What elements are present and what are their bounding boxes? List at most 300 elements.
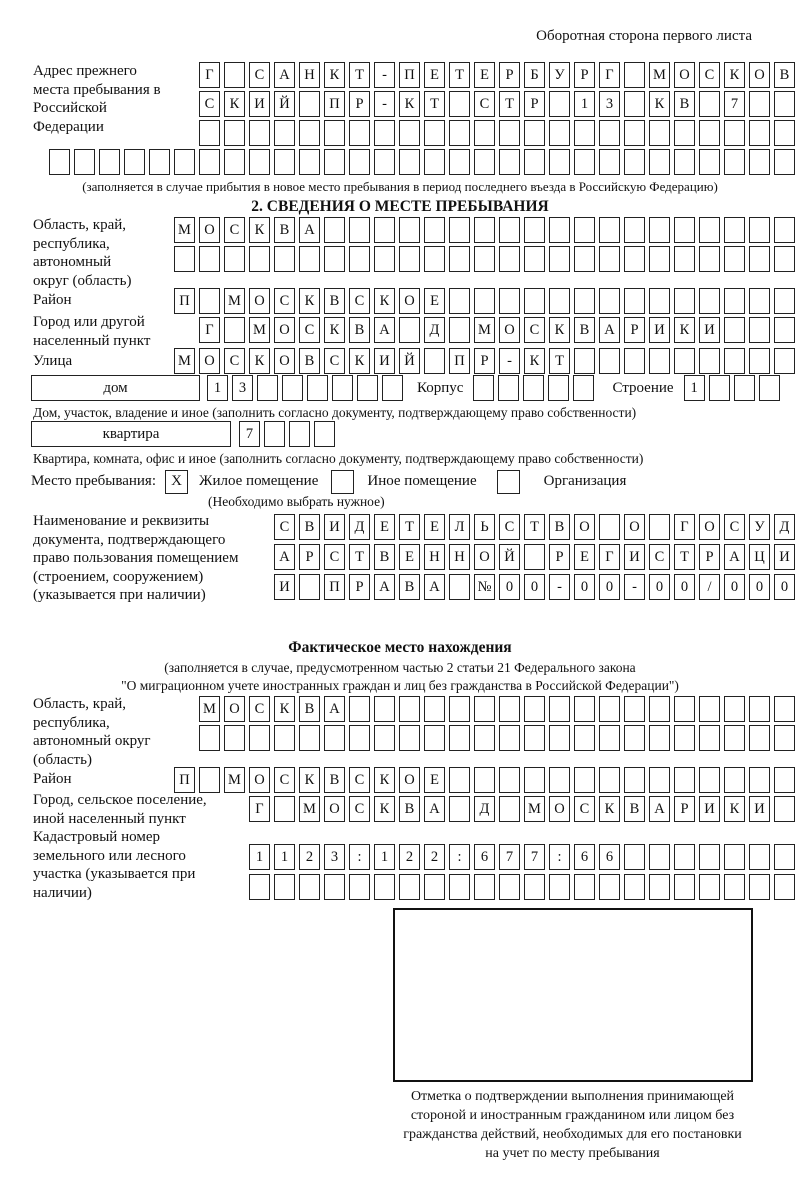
char-box: И: [774, 544, 795, 570]
char-box: [224, 317, 245, 343]
char-box: О: [499, 317, 520, 343]
char-box: [724, 844, 745, 870]
char-box: [274, 725, 295, 751]
char-box: [599, 874, 620, 900]
char-box: [474, 246, 495, 272]
char-box: Е: [399, 544, 420, 570]
char-box: [699, 348, 720, 374]
char-box: [599, 348, 620, 374]
actual-region-row-2: [195, 725, 795, 751]
char-box: [649, 348, 670, 374]
char-box: [524, 149, 545, 175]
char-box: [249, 120, 270, 146]
prev-address-note: (заполняется в случае прибытия в новое место пребывания в период последнего въезда в Российскую Федерацию): [82, 179, 718, 194]
char-box: Д: [424, 317, 445, 343]
char-box: [599, 120, 620, 146]
char-box: [649, 767, 670, 793]
char-box: [524, 544, 545, 570]
char-box: Н: [299, 62, 320, 88]
char-box: [199, 246, 220, 272]
char-box: М: [249, 317, 270, 343]
char-box: [774, 246, 795, 272]
char-box: Й: [499, 544, 520, 570]
char-box: [324, 149, 345, 175]
char-box: [399, 120, 420, 146]
char-box: [624, 91, 645, 117]
char-box: В: [549, 514, 570, 540]
char-box: [374, 149, 395, 175]
char-box: С: [324, 348, 345, 374]
char-box: [624, 696, 645, 722]
char-box: [734, 375, 755, 401]
char-box: [357, 375, 378, 401]
char-box: [374, 725, 395, 751]
char-box: [774, 317, 795, 343]
char-box: К: [374, 288, 395, 314]
char-box: [624, 844, 645, 870]
char-box: [674, 844, 695, 870]
char-box: [649, 288, 670, 314]
char-box: М: [649, 62, 670, 88]
char-box: [599, 246, 620, 272]
char-box: И: [249, 91, 270, 117]
char-box: О: [574, 514, 595, 540]
char-box: Р: [674, 796, 695, 822]
char-box: О: [274, 317, 295, 343]
char-box: [549, 217, 570, 243]
char-box: [99, 149, 120, 175]
actual-location-title: Фактическое место нахождения: [288, 639, 512, 656]
char-box: [724, 120, 745, 146]
char-box: [599, 767, 620, 793]
char-box: [274, 120, 295, 146]
stamp-box: [393, 908, 753, 1082]
char-box: [624, 767, 645, 793]
char-box: [624, 62, 645, 88]
char-box: [774, 91, 795, 117]
char-box: П: [174, 767, 195, 793]
char-box: [624, 120, 645, 146]
char-box: А: [374, 574, 395, 600]
char-box: П: [324, 91, 345, 117]
char-box: В: [674, 91, 695, 117]
char-box: [574, 288, 595, 314]
char-box: [499, 725, 520, 751]
char-box: 0: [774, 574, 795, 600]
char-box: [523, 375, 544, 401]
char-box: [449, 246, 470, 272]
char-box: [399, 317, 420, 343]
char-box: [674, 246, 695, 272]
char-box: [649, 874, 670, 900]
char-box: [199, 149, 220, 175]
apartment-note: Квартира, комната, офис и иное (заполнить согласно документу, подтверждающему право собственности): [33, 451, 644, 466]
char-box: [724, 874, 745, 900]
char-box: [549, 725, 570, 751]
char-box: [524, 725, 545, 751]
char-box: :: [349, 844, 370, 870]
char-box: [774, 696, 795, 722]
char-box: [314, 421, 335, 447]
apartment-row: [31, 421, 335, 447]
char-box: [499, 696, 520, 722]
char-box: Й: [399, 348, 420, 374]
char-box: [749, 149, 770, 175]
char-box: П: [324, 574, 345, 600]
char-box: Р: [699, 544, 720, 570]
prev-address-row-4: [45, 149, 795, 175]
char-box: С: [274, 288, 295, 314]
char-box: [74, 149, 95, 175]
char-box: [449, 725, 470, 751]
char-box: [349, 149, 370, 175]
char-box: 1: [274, 844, 295, 870]
char-box: Ц: [749, 544, 770, 570]
char-box: [749, 725, 770, 751]
char-box: 0: [574, 574, 595, 600]
char-box: 6: [574, 844, 595, 870]
char-box: О: [399, 767, 420, 793]
char-box: Е: [574, 544, 595, 570]
char-box: [524, 767, 545, 793]
char-box: Е: [424, 288, 445, 314]
char-box: О: [199, 217, 220, 243]
apartment-cells: [235, 421, 335, 447]
char-box: -: [374, 62, 395, 88]
char-box: [399, 149, 420, 175]
char-box: [524, 288, 545, 314]
char-box: [474, 874, 495, 900]
char-box: [324, 217, 345, 243]
char-box: [774, 796, 795, 822]
char-box: Е: [474, 62, 495, 88]
char-box: [724, 696, 745, 722]
char-box: [424, 725, 445, 751]
char-box: [424, 120, 445, 146]
char-box: 1: [249, 844, 270, 870]
char-box: [574, 217, 595, 243]
char-box: [524, 246, 545, 272]
char-box: [749, 120, 770, 146]
char-box: [674, 120, 695, 146]
char-box: [759, 375, 780, 401]
char-box: 0: [599, 574, 620, 600]
char-box: [749, 696, 770, 722]
char-box: К: [274, 696, 295, 722]
char-box: [674, 874, 695, 900]
char-box: А: [649, 796, 670, 822]
char-box: И: [699, 796, 720, 822]
char-box: [374, 874, 395, 900]
char-box: 0: [749, 574, 770, 600]
char-box: 6: [599, 844, 620, 870]
char-box: [674, 217, 695, 243]
char-box: 3: [324, 844, 345, 870]
char-box: В: [399, 796, 420, 822]
char-box: Д: [474, 796, 495, 822]
stamp-caption-line-4: на учет по месту пребывания: [485, 1146, 660, 1161]
document-row-1: [270, 514, 795, 540]
char-box: Л: [449, 514, 470, 540]
char-box: [774, 767, 795, 793]
char-box: [199, 120, 220, 146]
char-box: [649, 217, 670, 243]
char-box: К: [599, 796, 620, 822]
char-box: Т: [349, 544, 370, 570]
char-box: А: [424, 796, 445, 822]
char-box: [499, 767, 520, 793]
char-box: [573, 375, 594, 401]
char-box: 2: [399, 844, 420, 870]
char-box: 7: [724, 91, 745, 117]
cadastral-label: Кадастровый номер земельного или лесного участка (указывается при наличии): [33, 829, 196, 901]
char-box: [249, 874, 270, 900]
char-box: [574, 246, 595, 272]
char-box: С: [274, 767, 295, 793]
char-box: [224, 149, 245, 175]
prev-address-row-1: [195, 62, 795, 88]
char-box: Д: [774, 514, 795, 540]
char-box: [499, 874, 520, 900]
stay-type-row: [31, 468, 626, 495]
char-box: Г: [599, 62, 620, 88]
char-box: В: [299, 514, 320, 540]
char-box: :: [449, 844, 470, 870]
char-box: [174, 246, 195, 272]
char-box: К: [374, 767, 395, 793]
char-box: [709, 375, 730, 401]
char-box: [724, 217, 745, 243]
char-box: 3: [599, 91, 620, 117]
actual-region-label: Область, край, республика, автономный округ (область): [33, 696, 151, 768]
char-box: К: [249, 348, 270, 374]
char-box: 1: [207, 375, 228, 401]
section2-title: 2. СВЕДЕНИЯ О МЕСТЕ ПРЕБЫВАНИЯ: [251, 198, 549, 215]
char-box: [474, 696, 495, 722]
char-box: [474, 725, 495, 751]
char-box: О: [224, 696, 245, 722]
char-box: [299, 574, 320, 600]
char-box: [289, 421, 310, 447]
char-box: Г: [599, 544, 620, 570]
actual-district-row: [170, 767, 795, 793]
char-box: [699, 288, 720, 314]
char-box: Р: [499, 62, 520, 88]
char-box: [774, 874, 795, 900]
char-box: С: [249, 62, 270, 88]
char-box: В: [299, 696, 320, 722]
char-box: Й: [274, 91, 295, 117]
char-box: -: [624, 574, 645, 600]
char-box: Н: [449, 544, 470, 570]
char-box: [774, 120, 795, 146]
char-box: [424, 348, 445, 374]
char-box: [674, 696, 695, 722]
char-box: У: [749, 514, 770, 540]
char-box: В: [274, 217, 295, 243]
char-box: М: [474, 317, 495, 343]
char-box: М: [224, 288, 245, 314]
char-box: И: [324, 514, 345, 540]
char-box: И: [649, 317, 670, 343]
char-box: [374, 696, 395, 722]
char-box: С: [199, 91, 220, 117]
char-box: 7: [239, 421, 260, 447]
char-box: О: [749, 62, 770, 88]
char-box: [699, 725, 720, 751]
char-box: [274, 149, 295, 175]
char-box: -: [499, 348, 520, 374]
char-box: 1: [374, 844, 395, 870]
char-box: [499, 120, 520, 146]
char-box: [549, 874, 570, 900]
char-box: А: [274, 544, 295, 570]
char-box: [307, 375, 328, 401]
char-box: [199, 288, 220, 314]
char-box: К: [724, 796, 745, 822]
char-box: Т: [524, 514, 545, 540]
char-box: [699, 120, 720, 146]
char-box: [774, 725, 795, 751]
char-box: [649, 120, 670, 146]
char-box: К: [649, 91, 670, 117]
char-box: 3: [232, 375, 253, 401]
char-box: [624, 874, 645, 900]
char-box: О: [249, 288, 270, 314]
char-box: [549, 696, 570, 722]
char-box: О: [674, 62, 695, 88]
char-box: [674, 767, 695, 793]
stay-type-label: Место пребывания:: [31, 473, 156, 489]
char-box: [524, 696, 545, 722]
prev-address-label: Адрес прежнего места пребывания в Российской Федерации: [33, 63, 161, 135]
char-box: [574, 696, 595, 722]
char-box: [399, 725, 420, 751]
char-box: [449, 288, 470, 314]
char-box: [499, 149, 520, 175]
char-box: [224, 120, 245, 146]
char-box: М: [224, 767, 245, 793]
char-box: Г: [674, 514, 695, 540]
actual-city-label: Город, сельское поселение, иной населенный пункт: [33, 792, 207, 827]
char-box: [299, 91, 320, 117]
char-box: [324, 246, 345, 272]
char-box: -: [374, 91, 395, 117]
char-box: В: [399, 574, 420, 600]
prev-address-row-3: [195, 120, 795, 146]
char-box: [498, 375, 519, 401]
char-box: [649, 514, 670, 540]
char-box: С: [474, 91, 495, 117]
char-box: [749, 288, 770, 314]
char-box: С: [299, 317, 320, 343]
char-box: К: [249, 217, 270, 243]
house-row: [31, 375, 760, 402]
char-box: Р: [574, 62, 595, 88]
char-box: О: [199, 348, 220, 374]
char-box: [574, 120, 595, 146]
char-box: [674, 725, 695, 751]
char-box: Т: [399, 514, 420, 540]
char-box: П: [174, 288, 195, 314]
char-box: [249, 246, 270, 272]
char-box: С: [224, 217, 245, 243]
char-box: И: [274, 574, 295, 600]
char-box: М: [174, 348, 195, 374]
char-box: К: [324, 317, 345, 343]
house-note: Дом, участок, владение и иное (заполнить согласно документу, подтверждающему право собственности): [33, 405, 637, 420]
city-row: [195, 317, 795, 343]
cadastral-row-2: [245, 874, 795, 900]
char-box: [774, 149, 795, 175]
char-box: [349, 874, 370, 900]
char-box: [649, 149, 670, 175]
char-box: В: [774, 62, 795, 88]
char-box: [174, 149, 195, 175]
char-box: Т: [349, 62, 370, 88]
char-box: [749, 217, 770, 243]
char-box: [699, 217, 720, 243]
city-label: Город или другой населенный пункт: [33, 314, 151, 349]
char-box: В: [374, 544, 395, 570]
char-box: М: [199, 696, 220, 722]
char-box: [424, 874, 445, 900]
char-box: 0: [524, 574, 545, 600]
char-box: [324, 120, 345, 146]
char-box: Е: [424, 62, 445, 88]
char-box: Т: [449, 62, 470, 88]
char-box: О: [274, 348, 295, 374]
char-box: 2: [424, 844, 445, 870]
char-box: С: [574, 796, 595, 822]
char-box: Т: [549, 348, 570, 374]
char-box: А: [324, 696, 345, 722]
char-box: [449, 696, 470, 722]
cadastral-row-1: [245, 844, 795, 870]
house-cells: [203, 375, 403, 401]
char-box: [299, 149, 320, 175]
char-box: М: [174, 217, 195, 243]
char-box: С: [524, 317, 545, 343]
char-box: [649, 696, 670, 722]
char-box: [624, 288, 645, 314]
char-box: [332, 375, 353, 401]
char-box: [449, 120, 470, 146]
char-box: А: [274, 62, 295, 88]
char-box: С: [274, 514, 295, 540]
char-box: К: [324, 62, 345, 88]
char-box: С: [349, 796, 370, 822]
char-box: [774, 288, 795, 314]
char-box: [349, 696, 370, 722]
char-box: Р: [524, 91, 545, 117]
char-box: [624, 246, 645, 272]
char-box: [624, 149, 645, 175]
stay-option-residential-label: Жилое помещение: [199, 473, 319, 489]
char-box: [374, 120, 395, 146]
char-box: [749, 317, 770, 343]
district-label: Район: [33, 292, 72, 308]
char-box: [749, 246, 770, 272]
char-box: [724, 246, 745, 272]
char-box: [224, 725, 245, 751]
char-box: А: [724, 544, 745, 570]
char-box: О: [474, 544, 495, 570]
char-box: И: [374, 348, 395, 374]
char-box: [499, 288, 520, 314]
house-widebox: дом: [31, 375, 200, 401]
char-box: [449, 91, 470, 117]
